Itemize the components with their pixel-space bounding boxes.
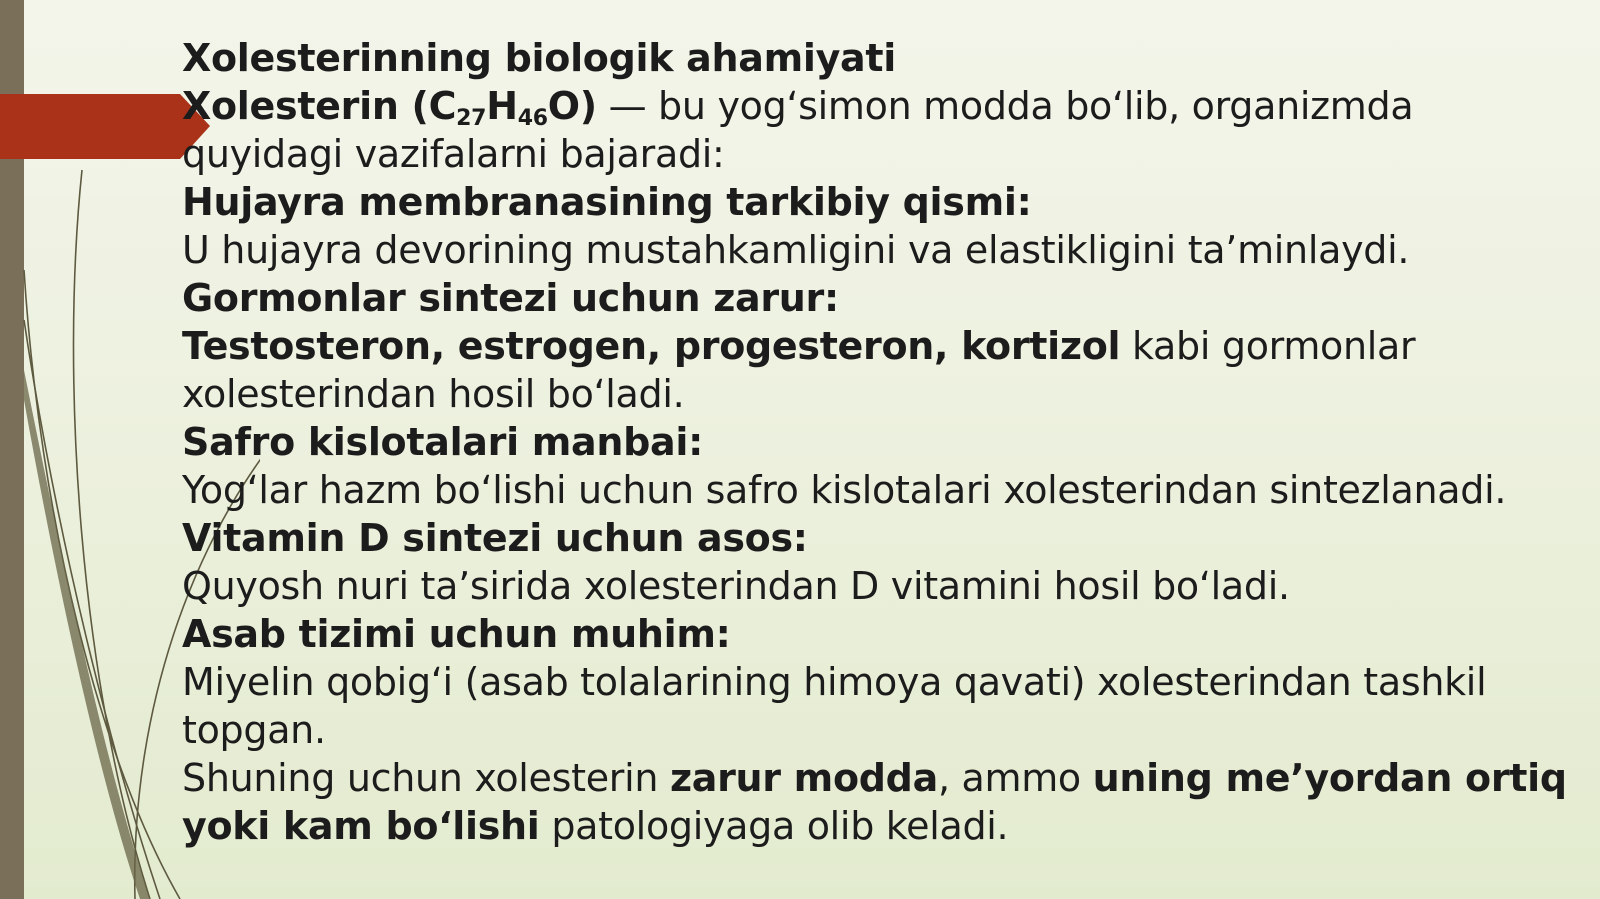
vitamin-heading: Vitamin D sintezi uchun asos:	[182, 516, 808, 560]
intro-line-1	[182, 82, 1582, 130]
conclusion-line-2	[182, 802, 1582, 850]
bile-heading: Safro kislotalari manbai:	[182, 420, 703, 464]
formula-sub-27: 27	[456, 106, 487, 131]
formula-o: O)	[547, 84, 597, 128]
slide-content	[182, 34, 1582, 850]
hormones-list: Testosteron, estrogen, progesteron, kortizol	[182, 324, 1121, 368]
vitamin-text: Quyosh nuri ta’sirida xolesterindan D vitamini hosil bo‘ladi.	[182, 564, 1290, 608]
conclusion-part-3: patologiyaga olib keladi.	[539, 804, 1009, 848]
hormones-line-2: xolesterindan hosil bo‘ladi.	[182, 372, 685, 416]
membrane-heading: Hujayra membranasining tarkibiy qismi:	[182, 180, 1032, 224]
bile-text: Yog‘lar hazm bo‘lishi uchun safro kislotalari xolesterindan sintezlanadi.	[182, 468, 1507, 512]
nerve-text-2: topgan.	[182, 708, 326, 752]
nerve-text: Miyelin qobig‘i (asab tolalarining himoya qavati) xolesterindan tashkil	[182, 660, 1487, 704]
formula-h: H	[486, 84, 518, 128]
intro-rest: — bu yog‘simon modda bo‘lib, organizmda	[596, 84, 1414, 128]
cholesterol-formula	[182, 84, 597, 131]
slide-title: Xolesterinning biologik ahamiyati	[182, 36, 896, 80]
hormones-text: kabi gormonlar	[1120, 324, 1416, 368]
conclusion-line-1	[182, 754, 1582, 802]
nerve-heading: Asab tizimi uchun muhim:	[182, 612, 731, 656]
hormones-line-1	[182, 322, 1582, 370]
accent-arrow-tab	[0, 94, 210, 159]
conclusion-bold-1: zarur modda	[669, 756, 938, 800]
conclusion-bold-2: uning me’yordan ortiq	[1092, 756, 1567, 800]
formula-sub-46: 46	[517, 106, 548, 131]
hormones-heading: Gormonlar sintezi uchun zarur:	[182, 276, 839, 320]
intro-line-2: quyidagi vazifalarni bajaradi:	[182, 132, 725, 176]
conclusion-bold-3: yoki kam bo‘lishi	[182, 804, 540, 848]
formula-name: Xolesterin (C	[182, 84, 457, 128]
conclusion-part-2: , ammo	[937, 756, 1093, 800]
membrane-text: U hujayra devorining mustahkamligini va elastikligini ta’minlaydi.	[182, 228, 1410, 272]
conclusion-part-1: Shuning uchun xolesterin	[182, 756, 670, 800]
